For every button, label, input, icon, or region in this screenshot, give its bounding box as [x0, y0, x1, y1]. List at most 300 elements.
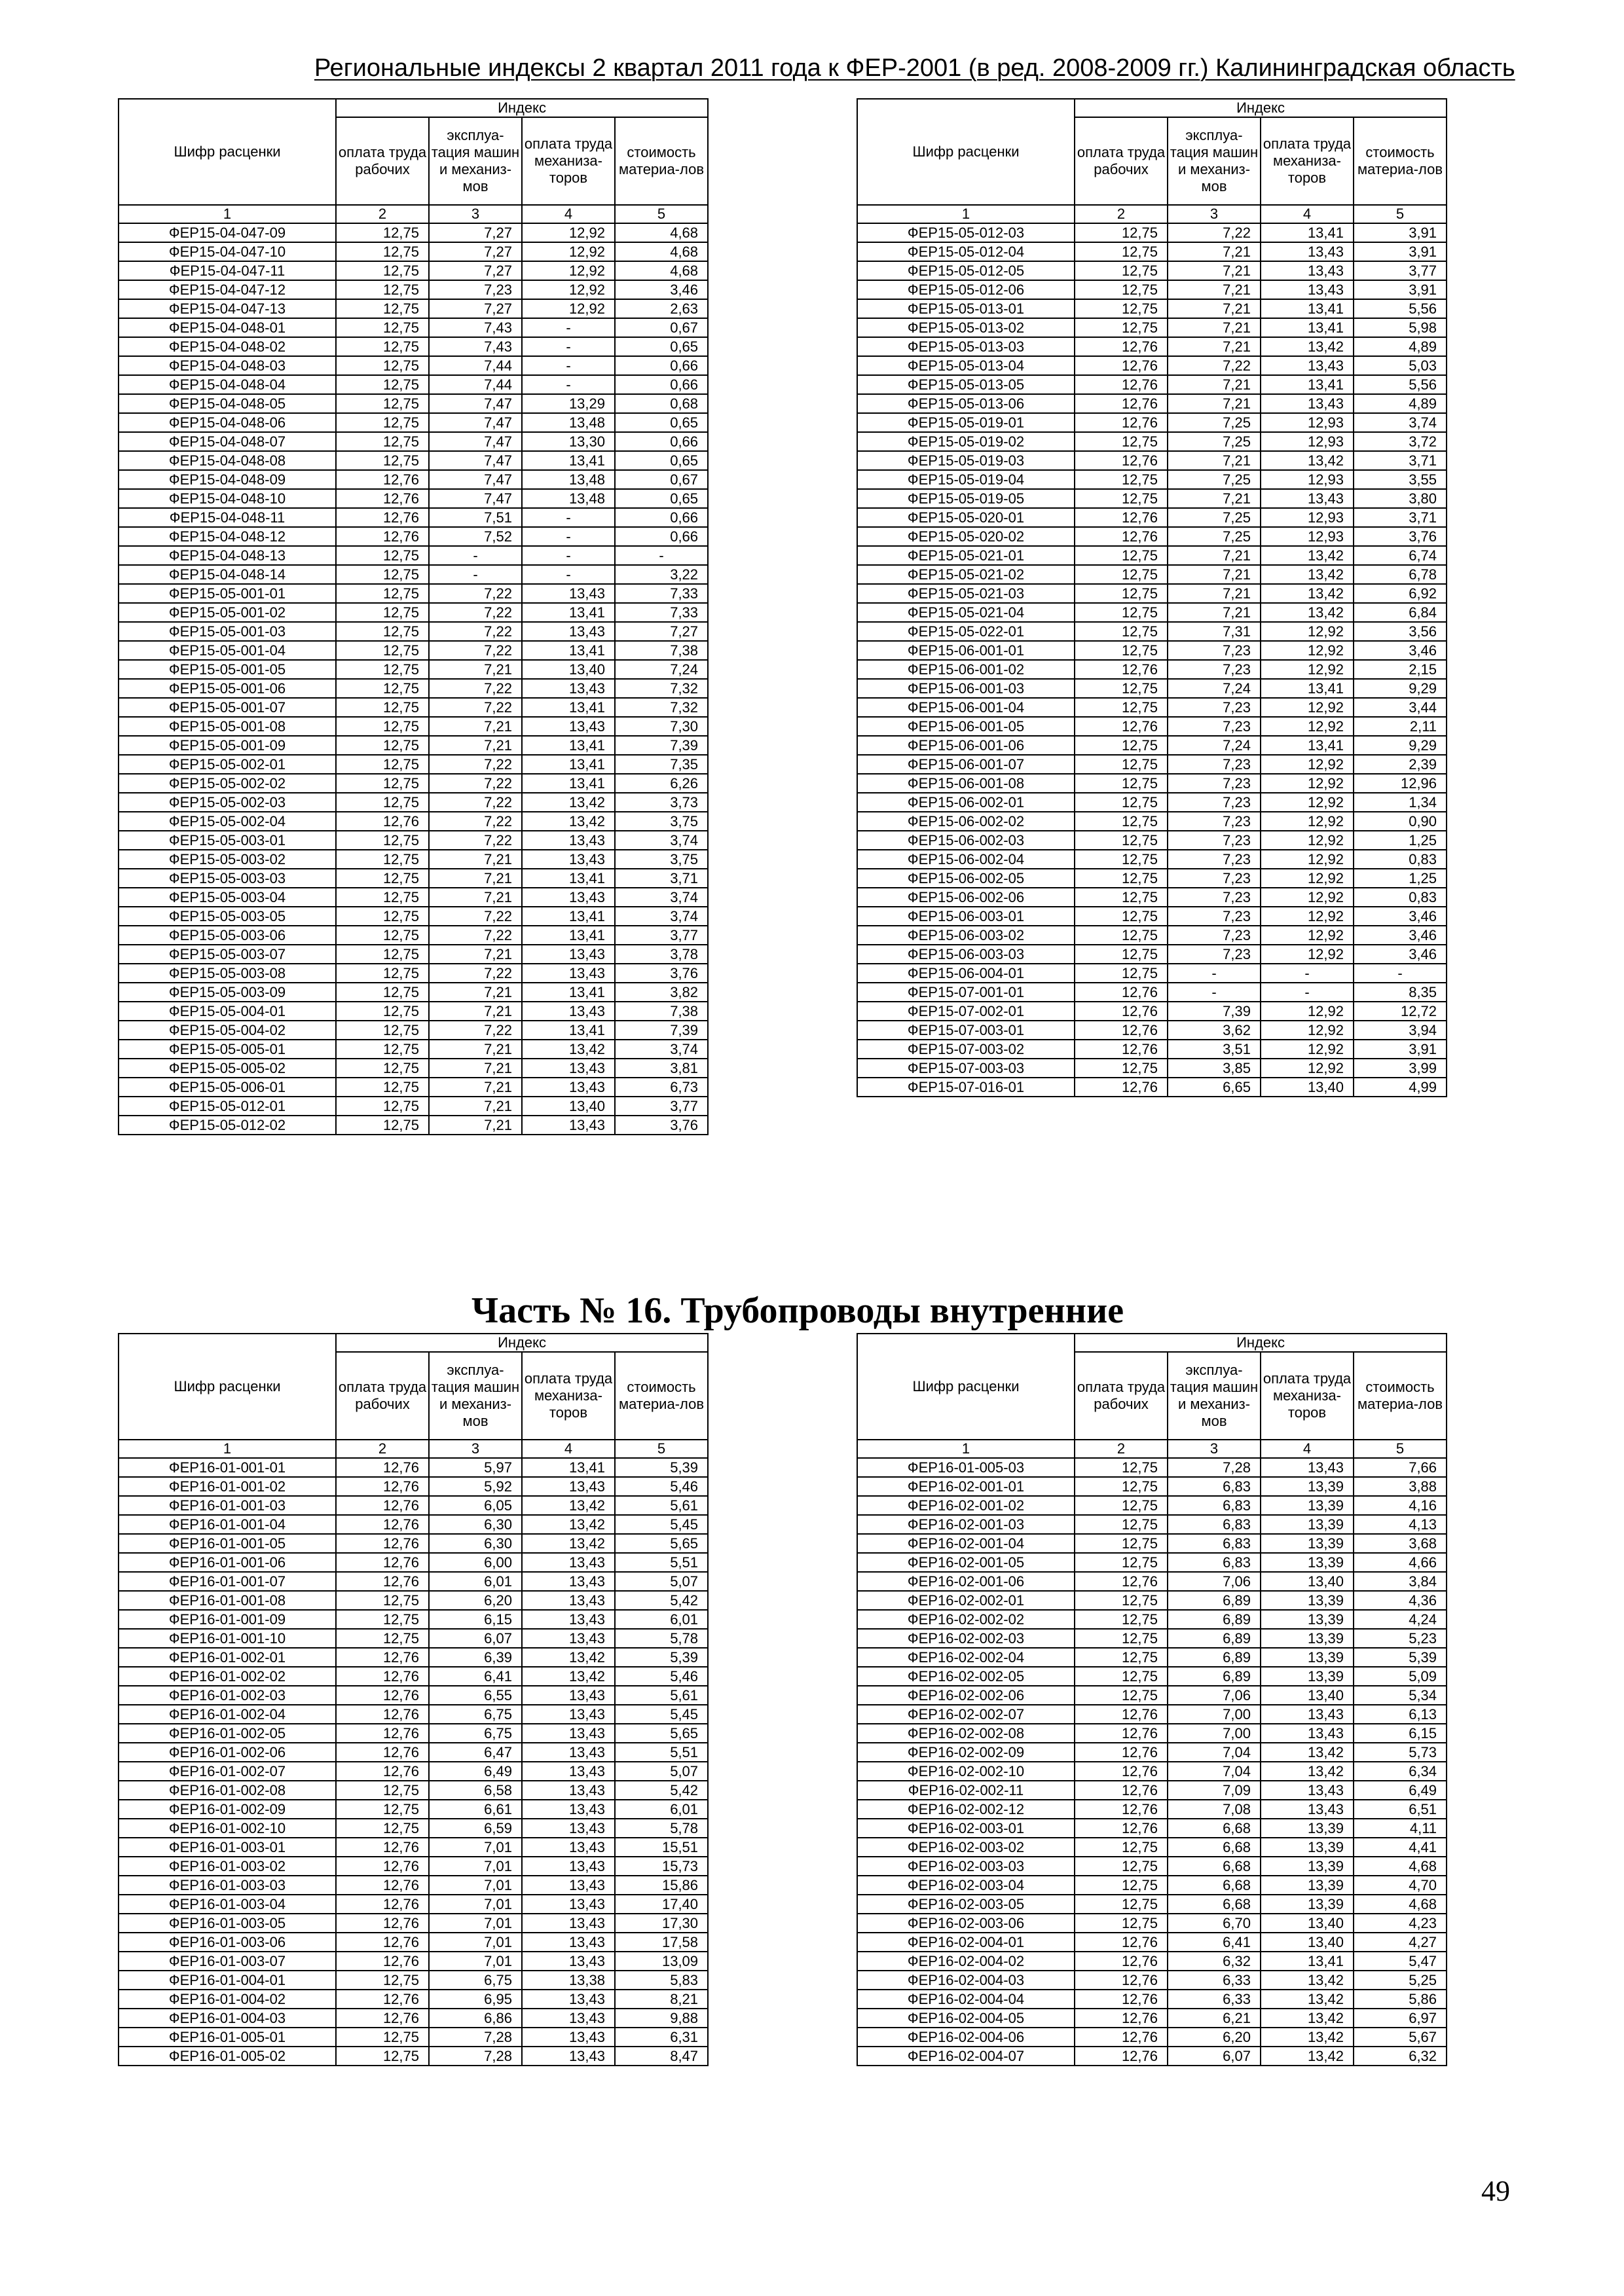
- index-value-cell: 6,55: [429, 1686, 522, 1705]
- index-value-cell: 7,38: [615, 1002, 708, 1021]
- column-header-materials: стоимость материа-лов: [615, 117, 708, 205]
- index-value-cell: 7,25: [1168, 432, 1261, 451]
- index-value-cell: 7,66: [1354, 1458, 1447, 1477]
- index-value-cell: 12,76: [336, 1952, 429, 1971]
- table-row: [119, 1515, 708, 1534]
- rate-code-cell: ФЕР15-05-013-01: [857, 299, 1075, 318]
- index-value-cell: 13,43: [1261, 242, 1354, 261]
- index-value-cell: 12,76: [336, 1914, 429, 1933]
- rate-code-cell: ФЕР15-05-006-01: [119, 1078, 336, 1097]
- index-value-cell: 13,43: [522, 1762, 615, 1781]
- table-row: [857, 1876, 1447, 1895]
- index-value-cell: 13,39: [1261, 1895, 1354, 1914]
- table-row: [857, 1002, 1447, 1021]
- table-row: [857, 945, 1447, 964]
- index-value-cell: 7,28: [429, 2047, 522, 2066]
- rate-code-cell: ФЕР15-05-021-01: [857, 546, 1075, 565]
- index-value-cell: 1,25: [1354, 831, 1447, 850]
- rate-code-cell: ФЕР15-05-012-03: [857, 223, 1075, 242]
- index-value-cell: 7,39: [615, 736, 708, 755]
- index-value-cell: 12,72: [1354, 1002, 1447, 1021]
- index-value-cell: 13,41: [522, 869, 615, 888]
- index-value-cell: 12,75: [336, 793, 429, 812]
- table-row: [119, 1553, 708, 1572]
- rate-code-cell: ФЕР15-05-002-04: [119, 812, 336, 831]
- index-value-cell: 3,74: [615, 907, 708, 926]
- table-row: [119, 736, 708, 755]
- index-value-cell: 13,48: [522, 489, 615, 508]
- rate-code-cell: ФЕР15-04-047-13: [119, 299, 336, 318]
- index-value-cell: 12,75: [1075, 869, 1168, 888]
- rate-code-cell: ФЕР16-01-002-03: [119, 1686, 336, 1705]
- index-value-cell: 5,51: [615, 1743, 708, 1762]
- index-value-cell: 13,41: [522, 774, 615, 793]
- rate-code-cell: ФЕР16-02-002-03: [857, 1629, 1075, 1648]
- index-value-cell: 12,76: [336, 1572, 429, 1591]
- index-value-cell: -: [429, 546, 522, 565]
- table-row: [119, 1762, 708, 1781]
- index-value-cell: 12,75: [336, 1002, 429, 1021]
- table-row: [857, 698, 1447, 717]
- index-value-cell: 5,39: [1354, 1648, 1447, 1667]
- index-value-cell: 12,75: [336, 1591, 429, 1610]
- rate-index-table-3: [118, 1333, 709, 2066]
- rate-code-cell: ФЕР15-07-003-01: [857, 1021, 1075, 1040]
- column-number: 2: [1075, 205, 1168, 223]
- index-value-cell: 12,76: [1075, 2047, 1168, 2066]
- index-value-cell: 12,76: [336, 1458, 429, 1477]
- index-value-cell: 0,66: [615, 432, 708, 451]
- table-row: [857, 1078, 1447, 1097]
- index-value-cell: 12,93: [1261, 508, 1354, 527]
- index-value-cell: 13,43: [522, 1876, 615, 1895]
- table-row: [119, 432, 708, 451]
- index-value-cell: -: [522, 318, 615, 337]
- index-value-cell: 7,23: [429, 280, 522, 299]
- table-row: [119, 1591, 708, 1610]
- index-value-cell: 12,76: [1075, 413, 1168, 432]
- index-value-cell: 13,39: [1261, 1553, 1354, 1572]
- rate-code-cell: ФЕР15-06-002-06: [857, 888, 1075, 907]
- rate-code-cell: ФЕР16-02-003-05: [857, 1895, 1075, 1914]
- index-value-cell: 7,30: [615, 717, 708, 736]
- rate-code-cell: ФЕР15-06-001-08: [857, 774, 1075, 793]
- table-row: [119, 1914, 708, 1933]
- index-value-cell: 7,22: [429, 755, 522, 774]
- table-row: [119, 888, 708, 907]
- table-row: [119, 261, 708, 280]
- index-value-cell: 13,42: [1261, 2047, 1354, 2066]
- index-value-cell: 12,76: [336, 470, 429, 489]
- index-value-cell: 6,59: [429, 1819, 522, 1838]
- index-value-cell: 12,92: [1261, 812, 1354, 831]
- rate-code-cell: ФЕР16-01-002-09: [119, 1800, 336, 1819]
- index-value-cell: 7,22: [429, 831, 522, 850]
- index-value-cell: 12,76: [1075, 1933, 1168, 1952]
- table-row: [857, 983, 1447, 1002]
- index-value-cell: 13,41: [522, 755, 615, 774]
- table-row: [119, 1876, 708, 1895]
- index-value-cell: 12,75: [1075, 1686, 1168, 1705]
- table-row: [857, 1610, 1447, 1629]
- index-value-cell: 7,22: [429, 584, 522, 603]
- table-row: [857, 413, 1447, 432]
- index-value-cell: 12,92: [522, 242, 615, 261]
- index-value-cell: 12,75: [1075, 945, 1168, 964]
- index-value-cell: 12,92: [1261, 850, 1354, 869]
- index-value-cell: 12,75: [1075, 1477, 1168, 1496]
- rate-code-cell: ФЕР15-04-048-13: [119, 546, 336, 565]
- index-value-cell: 13,40: [1261, 1933, 1354, 1952]
- index-value-cell: 12,75: [1075, 1838, 1168, 1857]
- table-row: [119, 1629, 708, 1648]
- index-value-cell: 4,89: [1354, 337, 1447, 356]
- table-row: [857, 1040, 1447, 1059]
- table-row: [857, 603, 1447, 622]
- rate-code-cell: ФЕР15-06-002-04: [857, 850, 1075, 869]
- index-value-cell: 12,75: [336, 299, 429, 318]
- rate-code-cell: ФЕР15-04-048-03: [119, 356, 336, 375]
- index-value-cell: 3,80: [1354, 489, 1447, 508]
- index-value-cell: 7,21: [1168, 375, 1261, 394]
- index-value-cell: 12,75: [1075, 736, 1168, 755]
- index-value-cell: 5,65: [615, 1724, 708, 1743]
- index-value-cell: 2,39: [1354, 755, 1447, 774]
- rate-code-cell: ФЕР16-02-002-07: [857, 1705, 1075, 1724]
- rate-code-cell: ФЕР16-02-002-04: [857, 1648, 1075, 1667]
- index-value-cell: 0,66: [615, 508, 708, 527]
- index-value-cell: 13,43: [1261, 1781, 1354, 1800]
- index-value-cell: 8,35: [1354, 983, 1447, 1002]
- table-row: [119, 584, 708, 603]
- index-value-cell: 12,75: [336, 622, 429, 641]
- index-value-cell: 7,22: [429, 679, 522, 698]
- rate-code-cell: ФЕР16-01-004-02: [119, 1990, 336, 2009]
- index-value-cell: 13,42: [1261, 451, 1354, 470]
- index-value-cell: 7,39: [1168, 1002, 1261, 1021]
- index-value-cell: 13,41: [1261, 318, 1354, 337]
- index-value-cell: 0,65: [615, 337, 708, 356]
- index-value-cell: 7,22: [429, 964, 522, 983]
- rate-code-cell: ФЕР16-01-005-03: [857, 1458, 1075, 1477]
- table-row: [119, 1648, 708, 1667]
- index-value-cell: 12,92: [1261, 622, 1354, 641]
- index-value-cell: 12,75: [336, 1116, 429, 1135]
- rate-code-cell: ФЕР16-01-001-10: [119, 1629, 336, 1648]
- rate-code-cell: ФЕР15-06-003-03: [857, 945, 1075, 964]
- table-row: [857, 1971, 1447, 1990]
- index-value-cell: 12,76: [336, 1838, 429, 1857]
- index-value-cell: 0,83: [1354, 850, 1447, 869]
- table-row: [119, 793, 708, 812]
- table-row: [119, 1040, 708, 1059]
- table-row: [857, 1648, 1447, 1667]
- page-title: Региональные индексы 2 квартал 2011 года к ФЕР-2001 (в ред. 2008-2009 гг.) Калининградская область: [314, 54, 1515, 82]
- rate-code-cell: ФЕР15-05-012-02: [119, 1116, 336, 1135]
- index-value-cell: 13,43: [1261, 1458, 1354, 1477]
- index-value-cell: 13,41: [1261, 375, 1354, 394]
- index-value-cell: 13,42: [522, 1496, 615, 1515]
- index-value-cell: 3,46: [1354, 907, 1447, 926]
- index-value-cell: 12,75: [336, 869, 429, 888]
- index-value-cell: 12,75: [1075, 1648, 1168, 1667]
- index-value-cell: 7,23: [1168, 926, 1261, 945]
- index-value-cell: 6,84: [1354, 603, 1447, 622]
- index-value-cell: 7,44: [429, 375, 522, 394]
- index-value-cell: 4,23: [1354, 1914, 1447, 1933]
- index-value-cell: 13,43: [522, 1002, 615, 1021]
- index-value-cell: 13,43: [522, 717, 615, 736]
- index-value-cell: 3,75: [615, 850, 708, 869]
- table-row: [119, 622, 708, 641]
- index-value-cell: 6,41: [1168, 1933, 1261, 1952]
- index-value-cell: 7,33: [615, 584, 708, 603]
- rate-code-cell: ФЕР15-04-048-08: [119, 451, 336, 470]
- table-row: [857, 489, 1447, 508]
- rate-code-cell: ФЕР16-02-003-02: [857, 1838, 1075, 1857]
- rate-code-cell: ФЕР15-05-022-01: [857, 622, 1075, 641]
- index-value-cell: 12,76: [1075, 2009, 1168, 2028]
- index-value-cell: 12,76: [1075, 1762, 1168, 1781]
- index-value-cell: 7,22: [429, 812, 522, 831]
- index-value-cell: 13,41: [1261, 1952, 1354, 1971]
- index-value-cell: 12,75: [1075, 964, 1168, 983]
- index-value-cell: 12,75: [336, 774, 429, 793]
- index-value-cell: 15,51: [615, 1838, 708, 1857]
- index-value-cell: 13,43: [522, 1705, 615, 1724]
- rate-code-cell: ФЕР15-05-012-01: [119, 1097, 336, 1116]
- index-value-cell: 13,43: [522, 2047, 615, 2066]
- rate-code-cell: ФЕР15-05-002-02: [119, 774, 336, 793]
- rate-code-cell: ФЕР15-06-002-05: [857, 869, 1075, 888]
- table-row: [857, 907, 1447, 926]
- index-value-cell: 5,65: [615, 1534, 708, 1553]
- index-value-cell: 7,06: [1168, 1572, 1261, 1591]
- index-value-cell: 12,75: [336, 641, 429, 660]
- index-value-cell: -: [615, 546, 708, 565]
- rate-code-cell: ФЕР15-05-012-06: [857, 280, 1075, 299]
- rate-code-cell: ФЕР15-04-047-12: [119, 280, 336, 299]
- rate-code-cell: ФЕР15-06-004-01: [857, 964, 1075, 983]
- index-value-cell: 7,21: [429, 736, 522, 755]
- index-value-cell: 13,43: [1261, 489, 1354, 508]
- index-value-cell: 7,27: [429, 242, 522, 261]
- index-value-cell: 12,76: [1075, 451, 1168, 470]
- index-value-cell: 13,39: [1261, 1629, 1354, 1648]
- table-row: [119, 1458, 708, 1477]
- index-value-cell: 12,76: [336, 527, 429, 546]
- index-value-cell: -: [522, 527, 615, 546]
- rate-code-cell: ФЕР15-06-001-04: [857, 698, 1075, 717]
- table-row: [857, 755, 1447, 774]
- table-row: [119, 394, 708, 413]
- index-value-cell: 13,43: [522, 888, 615, 907]
- column-header-operators: оплата труда механиза-торов: [522, 117, 615, 205]
- index-value-cell: 12,92: [1261, 698, 1354, 717]
- index-value-cell: 13,43: [522, 1781, 615, 1800]
- index-value-cell: 12,75: [336, 1781, 429, 1800]
- index-value-cell: 13,41: [1261, 736, 1354, 755]
- index-value-cell: 13,43: [522, 1819, 615, 1838]
- index-value-cell: 7,23: [1168, 698, 1261, 717]
- index-value-cell: 8,47: [615, 2047, 708, 2066]
- index-value-cell: 12,75: [1075, 793, 1168, 812]
- index-value-cell: 7,21: [1168, 451, 1261, 470]
- index-value-cell: 13,42: [1261, 2028, 1354, 2047]
- index-value-cell: 12,93: [1261, 527, 1354, 546]
- index-value-cell: 7,21: [1168, 565, 1261, 584]
- rate-code-cell: ФЕР16-02-001-03: [857, 1515, 1075, 1534]
- index-value-cell: 6,75: [429, 1724, 522, 1743]
- index-value-cell: 6,68: [1168, 1876, 1261, 1895]
- index-value-cell: 12,96: [1354, 774, 1447, 793]
- index-value-cell: 13,43: [522, 945, 615, 964]
- table-row: [857, 527, 1447, 546]
- index-value-cell: 7,43: [429, 318, 522, 337]
- index-value-cell: 13,41: [522, 907, 615, 926]
- index-value-cell: 5,51: [615, 1553, 708, 1572]
- index-value-cell: -: [1168, 964, 1261, 983]
- table-row: [857, 888, 1447, 907]
- rate-code-cell: ФЕР16-01-001-07: [119, 1572, 336, 1591]
- index-value-cell: 7,22: [429, 793, 522, 812]
- index-value-cell: 12,92: [1261, 793, 1354, 812]
- index-value-cell: 3,88: [1354, 1477, 1447, 1496]
- rate-code-cell: ФЕР15-04-048-14: [119, 565, 336, 584]
- index-value-cell: 12,76: [336, 1895, 429, 1914]
- table-row: [857, 1762, 1447, 1781]
- index-value-cell: 13,41: [1261, 679, 1354, 698]
- index-value-cell: 5,78: [615, 1819, 708, 1838]
- index-value-cell: 7,01: [429, 1914, 522, 1933]
- index-value-cell: 13,39: [1261, 1857, 1354, 1876]
- rate-code-cell: ФЕР16-01-005-01: [119, 2028, 336, 2047]
- table-row: [119, 926, 708, 945]
- rate-code-cell: ФЕР15-04-047-11: [119, 261, 336, 280]
- index-value-cell: 7,25: [1168, 413, 1261, 432]
- index-value-cell: 7,22: [429, 698, 522, 717]
- index-value-cell: 7,21: [429, 1002, 522, 1021]
- index-value-cell: 7,21: [1168, 546, 1261, 565]
- index-value-cell: 3,77: [1354, 261, 1447, 280]
- index-value-cell: 4,27: [1354, 1933, 1447, 1952]
- index-value-cell: 13,43: [522, 964, 615, 983]
- table-row: [857, 641, 1447, 660]
- column-header-labor: оплата труда рабочих: [336, 117, 429, 205]
- index-value-cell: 12,75: [336, 280, 429, 299]
- rate-code-cell: ФЕР15-05-013-04: [857, 356, 1075, 375]
- index-value-cell: 6,75: [429, 1971, 522, 1990]
- index-value-cell: 5,07: [615, 1762, 708, 1781]
- index-value-cell: 13,41: [1261, 299, 1354, 318]
- index-value-cell: -: [1261, 983, 1354, 1002]
- index-value-cell: 13,42: [1261, 2009, 1354, 2028]
- index-value-cell: 12,75: [336, 546, 429, 565]
- index-value-cell: 13,41: [522, 451, 615, 470]
- rate-code-cell: ФЕР16-02-004-06: [857, 2028, 1075, 2047]
- index-value-cell: 4,16: [1354, 1496, 1447, 1515]
- table-row: [119, 470, 708, 489]
- rate-code-cell: ФЕР15-05-003-01: [119, 831, 336, 850]
- index-value-cell: 6,74: [1354, 546, 1447, 565]
- rate-code-cell: ФЕР16-02-002-02: [857, 1610, 1075, 1629]
- index-value-cell: 12,76: [1075, 1572, 1168, 1591]
- table-row: [857, 470, 1447, 489]
- index-value-cell: -: [522, 546, 615, 565]
- index-value-cell: 12,75: [1075, 584, 1168, 603]
- index-value-cell: 12,75: [336, 451, 429, 470]
- rate-code-cell: ФЕР15-05-002-01: [119, 755, 336, 774]
- index-value-cell: 5,34: [1354, 1686, 1447, 1705]
- index-value-cell: 4,70: [1354, 1876, 1447, 1895]
- index-value-cell: 13,30: [522, 432, 615, 451]
- index-value-cell: 5,03: [1354, 356, 1447, 375]
- rate-code-cell: ФЕР15-04-048-04: [119, 375, 336, 394]
- index-value-cell: 12,76: [1075, 1002, 1168, 1021]
- index-value-cell: 7,08: [1168, 1800, 1261, 1819]
- index-value-cell: 7,22: [429, 1021, 522, 1040]
- rate-code-cell: ФЕР15-06-002-01: [857, 793, 1075, 812]
- index-value-cell: 6,78: [1354, 565, 1447, 584]
- index-value-cell: 12,75: [336, 1819, 429, 1838]
- index-value-cell: 13,39: [1261, 1477, 1354, 1496]
- index-value-cell: 3,68: [1354, 1534, 1447, 1553]
- index-value-cell: 12,75: [336, 736, 429, 755]
- rate-code-cell: ФЕР15-05-013-05: [857, 375, 1075, 394]
- table-row: [119, 546, 708, 565]
- index-value-cell: 6,95: [429, 1990, 522, 2009]
- table-row: [119, 774, 708, 793]
- rate-code-cell: ФЕР16-02-001-04: [857, 1534, 1075, 1553]
- index-value-cell: 13,42: [522, 1648, 615, 1667]
- index-value-cell: 13,43: [522, 1572, 615, 1591]
- index-value-cell: 12,75: [1075, 1553, 1168, 1572]
- index-value-cell: 13,39: [1261, 1496, 1354, 1515]
- index-value-cell: 13,43: [1261, 1705, 1354, 1724]
- table-row: [857, 508, 1447, 527]
- index-value-cell: 12,75: [336, 375, 429, 394]
- index-value-cell: 13,43: [522, 1610, 615, 1629]
- index-value-cell: 12,76: [336, 1515, 429, 1534]
- index-value-cell: 7,21: [429, 1078, 522, 1097]
- index-value-cell: 7,01: [429, 1857, 522, 1876]
- index-value-cell: 3,46: [1354, 945, 1447, 964]
- rate-code-cell: ФЕР15-04-047-10: [119, 242, 336, 261]
- index-value-cell: 7,21: [1168, 299, 1261, 318]
- index-value-cell: 5,42: [615, 1781, 708, 1800]
- index-value-cell: 3,77: [615, 926, 708, 945]
- index-value-cell: 1,34: [1354, 793, 1447, 812]
- index-value-cell: 6,61: [429, 1800, 522, 1819]
- index-value-cell: 7,23: [1168, 850, 1261, 869]
- index-value-cell: 7,28: [1168, 1458, 1261, 1477]
- index-value-cell: 12,75: [1075, 850, 1168, 869]
- table-row: [857, 1477, 1447, 1496]
- index-value-cell: 5,09: [1354, 1667, 1447, 1686]
- index-value-cell: 12,76: [336, 489, 429, 508]
- column-header-index: Индекс: [1075, 1334, 1447, 1352]
- index-value-cell: 12,76: [1075, 1743, 1168, 1762]
- rate-code-cell: ФЕР15-05-003-07: [119, 945, 336, 964]
- index-value-cell: 7,22: [429, 641, 522, 660]
- index-value-cell: 12,75: [1075, 1629, 1168, 1648]
- column-number: 3: [1168, 205, 1261, 223]
- table-row: [857, 1895, 1447, 1914]
- index-value-cell: 13,43: [522, 1895, 615, 1914]
- rate-code-cell: ФЕР15-05-003-02: [119, 850, 336, 869]
- index-value-cell: 12,92: [1261, 926, 1354, 945]
- index-value-cell: 12,75: [1075, 318, 1168, 337]
